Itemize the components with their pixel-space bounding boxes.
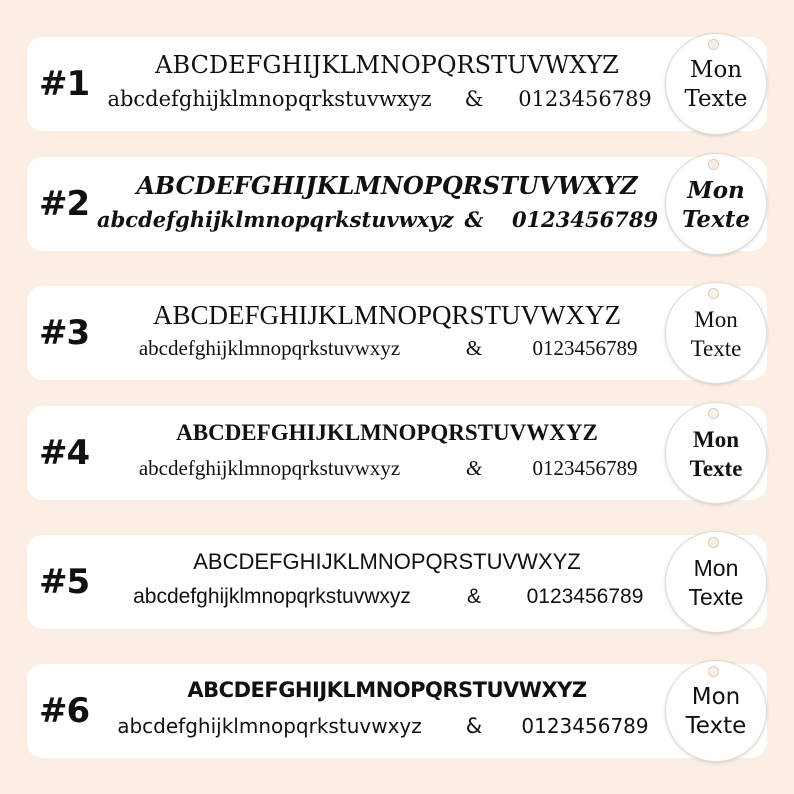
- tag-text-line1: Mon: [693, 555, 739, 581]
- font-number: #2: [39, 184, 90, 224]
- digits-sample: 0123456789: [521, 714, 649, 738]
- tag-hole: [708, 408, 719, 419]
- tag-text-line1: Mon: [693, 427, 739, 452]
- tag-text-line2: Texte: [688, 584, 744, 610]
- font-number: #3: [39, 313, 90, 353]
- font-row-6: [27, 664, 767, 758]
- tag-hole: [708, 666, 719, 677]
- digits-sample: 0123456789: [532, 456, 638, 480]
- round-tag-preview: [665, 402, 767, 504]
- ampersand-sample: &: [465, 456, 483, 480]
- digits-sample: 0123456789: [518, 87, 652, 111]
- lowercase-sample: abcdefghijklmnopqrkstuvwxyz: [117, 714, 422, 738]
- lowercase-sample: abcdefghijklmnopqrkstuvwxyz: [97, 207, 454, 232]
- tag-text-line2: Texte: [681, 206, 751, 233]
- digits-sample: 0123456789: [532, 336, 638, 360]
- round-tag-preview: [665, 531, 767, 633]
- ampersand-sample: &: [465, 336, 483, 360]
- font-row-3: [27, 286, 767, 380]
- uppercase-sample: ABCDEFGHIJKLMNOPQRSTUVWXYZ: [193, 549, 581, 574]
- round-tag-preview: [665, 33, 767, 135]
- font-row-5: [27, 535, 767, 629]
- tag-hole: [708, 39, 719, 50]
- uppercase-sample: ABCDEFGHIJKLMNOPQRSTUVWXYZ: [152, 300, 622, 330]
- round-tag-preview: [665, 660, 767, 762]
- tag-hole: [708, 159, 719, 170]
- font-row-1: [27, 37, 767, 131]
- font-row-4: [27, 406, 767, 500]
- tag-text-line1: Mon: [687, 177, 745, 204]
- round-tag-preview: [665, 282, 767, 384]
- lowercase-sample: abcdefghijklmnopqrkstuvwxyz: [138, 456, 401, 480]
- font-number: #1: [39, 64, 90, 104]
- tag-text-line1: Mon: [689, 57, 743, 83]
- lowercase-sample: abcdefghijklmnopqrkstuvwxyz: [133, 585, 411, 608]
- round-tag-preview: [665, 153, 767, 255]
- tag-text-line1: Mon: [691, 684, 741, 710]
- font-number: #6: [39, 691, 90, 731]
- ampersand-sample: &: [464, 87, 484, 111]
- font-row-2: [27, 157, 767, 251]
- font-number: #4: [39, 433, 90, 473]
- tag-text-line1: Mon: [694, 307, 738, 332]
- uppercase-sample: ABCDEFGHIJKLMNOPQRSTUVWXYZ: [187, 678, 587, 702]
- digits-sample: 0123456789: [511, 207, 659, 232]
- font-number: #5: [39, 562, 90, 602]
- tag-text-line2: Texte: [690, 336, 742, 361]
- tag-text-line2: Texte: [685, 713, 747, 739]
- lowercase-sample: abcdefghijklmnopqrkstuvwxyz: [138, 336, 401, 360]
- uppercase-sample: ABCDEFGHIJKLMNOPQRSTUVWXYZ: [176, 420, 598, 445]
- tag-text-line2: Texte: [684, 86, 748, 112]
- ampersand-sample: &: [466, 585, 481, 608]
- tag-hole: [708, 537, 719, 548]
- ampersand-sample: &: [464, 207, 484, 232]
- digits-sample: 0123456789: [526, 585, 644, 608]
- tag-text-line2: Texte: [689, 456, 743, 481]
- lowercase-sample: abcdefghijklmnopqrkstuvwxyz: [107, 87, 432, 111]
- uppercase-sample: ABCDEFGHIJKLMNOPQRSTUVWXYZ: [136, 171, 638, 200]
- uppercase-sample: ABCDEFGHIJKLMNOPQRSTUVWXYZ: [155, 51, 619, 79]
- tag-hole: [708, 288, 719, 299]
- ampersand-sample: &: [465, 714, 483, 738]
